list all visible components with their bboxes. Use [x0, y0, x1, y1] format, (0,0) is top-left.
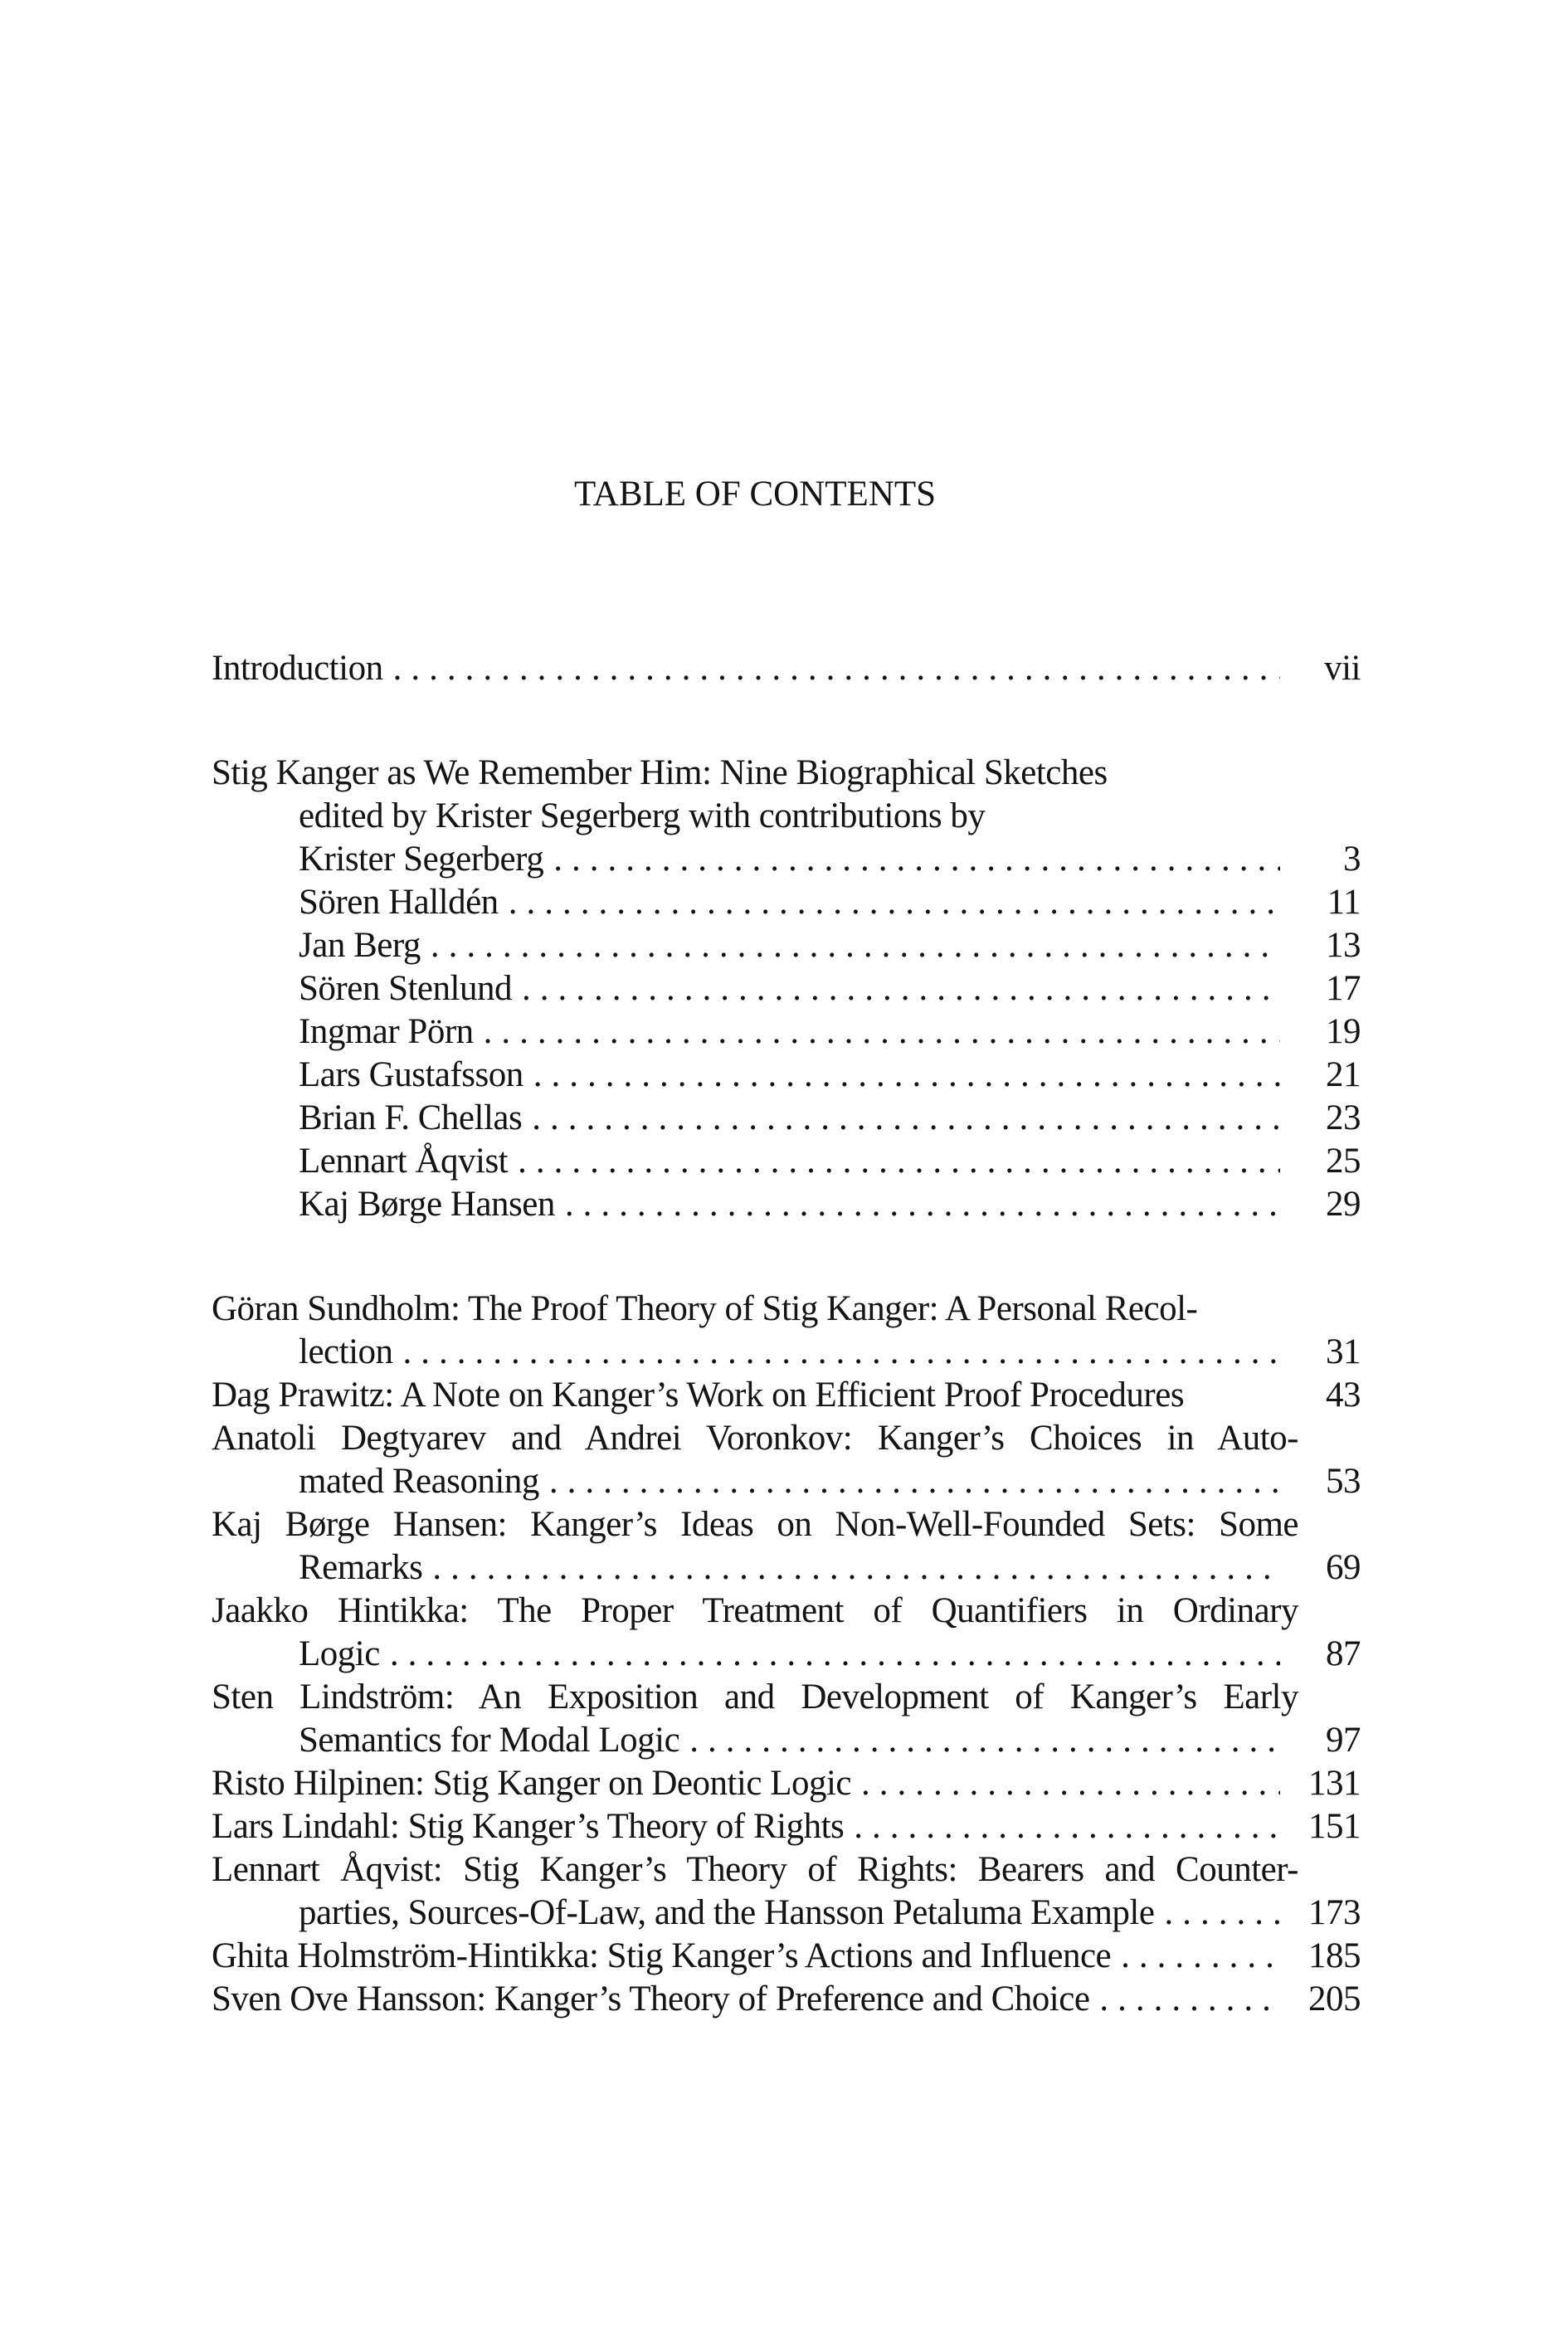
- toc-row: [212, 1288, 1361, 1331]
- dot-leader: [861, 1762, 1280, 1805]
- toc-row: [212, 924, 1361, 967]
- page-number: 3: [1343, 840, 1361, 879]
- toc-row: [212, 1374, 1361, 1417]
- page-number: 25: [1326, 1142, 1361, 1181]
- dot-leader: [532, 1097, 1280, 1140]
- dot-leader: [565, 1183, 1280, 1226]
- toc-entry-label: Ingmar Pörn: [299, 1012, 474, 1051]
- toc-entry-label: Jan Berg: [299, 926, 421, 965]
- toc-row: [212, 881, 1361, 924]
- toc-row: [212, 1805, 1361, 1848]
- toc-row: [212, 1097, 1361, 1140]
- toc-entry-label: Sven Ove Hansson: Kanger’s Theory of Preference and Choice: [212, 1979, 1090, 2018]
- page-number: 185: [1308, 1936, 1361, 1975]
- dot-leader: [509, 881, 1280, 924]
- toc-row: [212, 1183, 1361, 1226]
- dot-leader: [393, 647, 1280, 690]
- page-number: vii: [1324, 649, 1361, 688]
- dot-leader: [553, 838, 1280, 881]
- page-number: 53: [1326, 1462, 1361, 1501]
- toc-row: [212, 838, 1361, 881]
- page-title: TABLE OF CONTENTS: [573, 475, 937, 514]
- toc-entry-label: Ghita Holmström-Hintikka: Stig Kanger’s Actions and Influence: [212, 1936, 1112, 1975]
- dot-leader: [854, 1805, 1280, 1848]
- page-number: 205: [1308, 1979, 1361, 2018]
- toc-row: [212, 1590, 1361, 1633]
- toc-row: [212, 1460, 1361, 1503]
- toc-row: [212, 795, 1361, 838]
- toc-entry-label: Sten Lindström: An Exposition and Development of Kanger’s Early: [212, 1678, 1298, 1717]
- toc-entry-label: Semantics for Modal Logic: [299, 1721, 680, 1760]
- page-number: 21: [1326, 1055, 1361, 1094]
- dot-leader: [390, 1633, 1280, 1676]
- toc-entry-label: Sören Stenlund: [299, 969, 512, 1008]
- toc-row: [212, 647, 1361, 690]
- toc-row: [212, 1417, 1361, 1460]
- toc-entry-label: Lars Lindahl: Stig Kanger’s Theory of Rights: [212, 1807, 845, 1846]
- dot-leader: [1164, 1892, 1280, 1935]
- toc-row: [212, 1848, 1361, 1892]
- toc-entry-label: Logic: [299, 1634, 380, 1673]
- toc-entry-label: Lennart Åqvist: [299, 1142, 509, 1181]
- toc-row: [212, 1935, 1361, 1978]
- type-area: [212, 0, 1361, 2021]
- toc-entry-label: Risto Hilpinen: Stig Kanger on Deontic Logic: [212, 1764, 852, 1803]
- dot-leader: [1121, 1935, 1280, 1978]
- toc-entry-label: Brian F. Chellas: [299, 1098, 523, 1137]
- dot-leader: [484, 1010, 1280, 1054]
- page-number: 29: [1326, 1185, 1361, 1224]
- toc-row: [212, 1546, 1361, 1590]
- toc-list: [212, 647, 1361, 2021]
- dot-leader: [522, 967, 1280, 1010]
- page-number: 11: [1327, 883, 1361, 922]
- toc-entry-label: Stig Kanger as We Remember Him: Nine Biographical Sketches: [212, 753, 1108, 792]
- toc-entry-label: parties, Sources-Of-Law, and the Hansson Petaluma Example: [299, 1893, 1155, 1932]
- dot-leader: [533, 1054, 1280, 1097]
- toc-row: [212, 1676, 1361, 1719]
- toc-entry-label: Anatoli Degtyarev and Andrei Voronkov: Kanger’s Choices in Auto-: [212, 1419, 1298, 1458]
- toc-entry-label: Jaakko Hintikka: The Proper Treatment of Quantifiers in Ordinary: [212, 1591, 1298, 1630]
- toc-row: [212, 1331, 1361, 1374]
- page-number: 31: [1326, 1332, 1361, 1371]
- toc-entry-label: Dag Prawitz: A Note on Kanger’s Work on Efficient Proof Procedures: [212, 1376, 1185, 1415]
- page-number: 151: [1308, 1807, 1361, 1846]
- page-number: 97: [1326, 1721, 1361, 1760]
- toc-row: [212, 752, 1361, 795]
- toc-entry-label: Introduction: [212, 649, 383, 688]
- dot-leader: [432, 1546, 1280, 1590]
- page-number: 19: [1326, 1012, 1361, 1051]
- page-number: 69: [1326, 1548, 1361, 1587]
- toc-entry-label: mated Reasoning: [299, 1462, 539, 1501]
- toc-row: [212, 1978, 1361, 2021]
- dot-leader: [431, 924, 1280, 967]
- page-number: 23: [1326, 1098, 1361, 1137]
- page-number: 87: [1326, 1634, 1361, 1673]
- dot-leader: [403, 1331, 1280, 1374]
- page-number: 17: [1326, 969, 1361, 1008]
- toc-entry-label: Kaj Børge Hansen: [299, 1185, 555, 1224]
- toc-entry-label: Remarks: [299, 1548, 423, 1587]
- toc-row: [212, 1892, 1361, 1935]
- toc-entry-label: lection: [299, 1332, 393, 1371]
- dot-leader: [549, 1460, 1280, 1503]
- page-number: 13: [1326, 926, 1361, 965]
- toc-entry-label: Sören Halldén: [299, 883, 499, 922]
- toc-row: [212, 1140, 1361, 1183]
- toc-entry-label: Lennart Åqvist: Stig Kanger’s Theory of Rights: Bearers and Counter-: [212, 1850, 1298, 1889]
- toc-row: [212, 1010, 1361, 1054]
- dot-leader: [689, 1719, 1280, 1762]
- toc-entry-label: Kaj Børge Hansen: Kanger’s Ideas on Non-Well-Founded Sets: Some: [212, 1505, 1298, 1544]
- toc-row: [212, 1054, 1361, 1097]
- toc-entry-label: Göran Sundholm: The Proof Theory of Stig Kanger: A Personal Recol-: [212, 1289, 1198, 1328]
- toc-row: [212, 1633, 1361, 1676]
- toc-entry-label: edited by Krister Segerberg with contributions by: [299, 796, 986, 835]
- page-number: 173: [1308, 1893, 1361, 1932]
- dot-leader: [1099, 1978, 1280, 2021]
- toc-entry-label: Krister Segerberg: [299, 840, 544, 879]
- dot-leader: [518, 1140, 1280, 1183]
- toc-row: [212, 1762, 1361, 1805]
- toc-row: [212, 967, 1361, 1010]
- toc-row: [212, 1503, 1361, 1546]
- toc-row: [212, 1719, 1361, 1762]
- page-number: 131: [1308, 1764, 1361, 1803]
- page-number: 43: [1326, 1376, 1361, 1415]
- toc-entry-label: Lars Gustafsson: [299, 1055, 523, 1094]
